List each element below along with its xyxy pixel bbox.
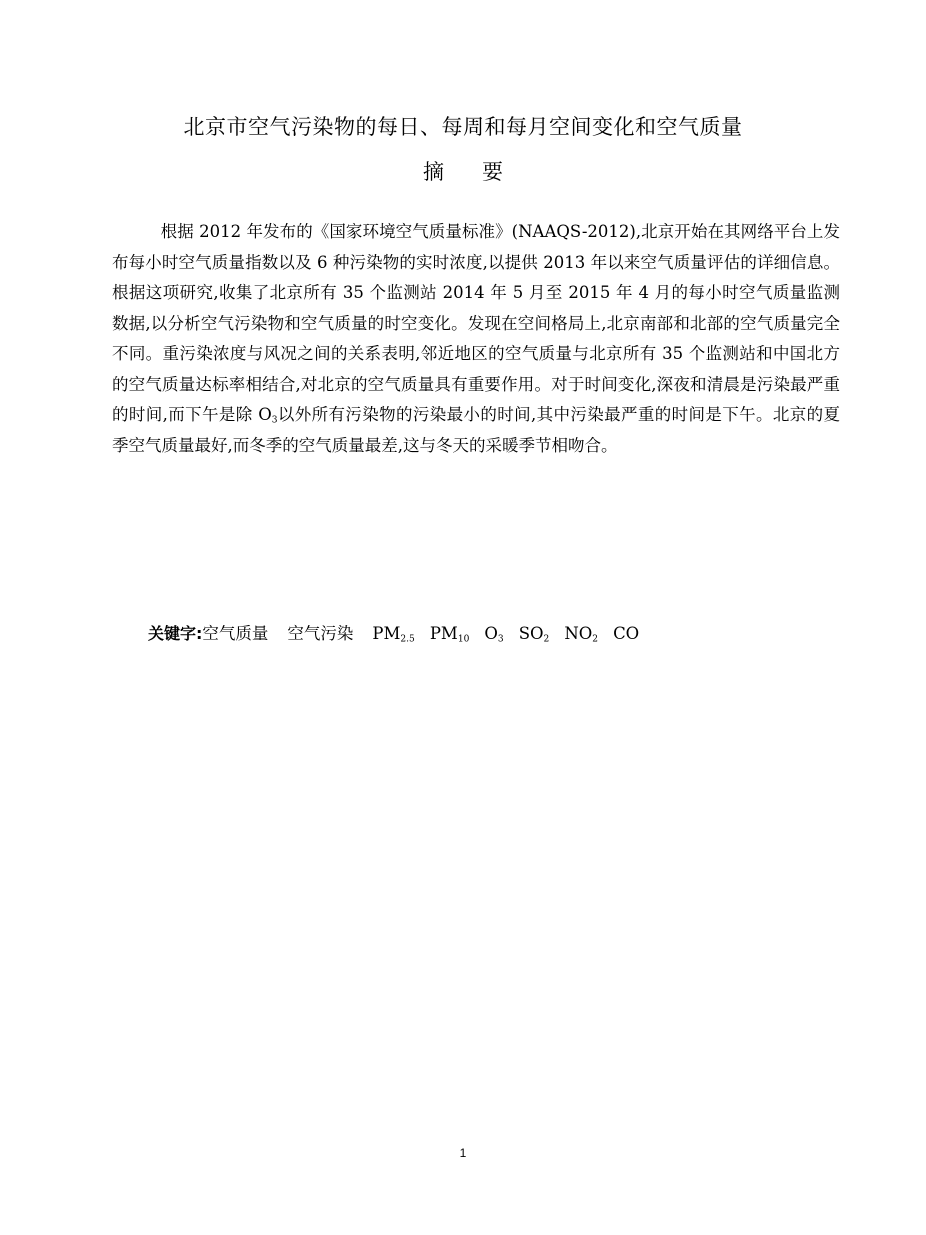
abstract-text: 根据 2012 年发布的《国家环境空气质量标准》(NAAQS-2012),北京开始在其网络平台上发布每小时空气质量指数以及 6 种污染物的实时浓度,以提供 2013 年以来空气质量评估的详细信息。根据这项研究,收集了北京所有 35 个监测站 2014 年 5 月至 2015 年 4 月的每小时空气质量监测数据,以分析空气污染物和空气质量的时空变化。发现在空间格局上,北京南部和北部的空气质量完全不同。重污染浓度与风况之间的关系表明,邻近地区的空气质量与北京所有 35 个监测站和中国北方的空气质量达标率相结合,对北京的空气质量具有重要作用。对于时间变化,深夜和清晨是污染最严重的时间,而下午是除 O xyxy=(112,222,840,424)
abstract-heading-char-1: 摘 xyxy=(423,160,444,184)
abstract-text-tail: 以外所有污染物的污染最小的时间,其中污染最严重的时间是下午。北京的夏季空气质量最好,而冬季的空气质量最差,这与冬天的采暖季节相吻合。 xyxy=(112,405,840,455)
paper-title: 北京市空气污染物的每日、每周和每月空间变化和空气质量 xyxy=(183,115,743,139)
keyword-pm25: $PM_{2.5}$ xyxy=(372,624,415,645)
keyword-air-pollution: 空气污染 xyxy=(287,624,354,643)
keywords-line xyxy=(148,620,639,648)
abstract-heading xyxy=(0,157,926,187)
keyword-o3: $O_3$ xyxy=(484,624,504,645)
keyword-pm10: $PM_{10}$ xyxy=(429,624,470,645)
abstract-heading-char-2: 要 xyxy=(482,160,503,184)
keyword-co: CO xyxy=(613,624,640,643)
keyword-so2: $SO_2$ xyxy=(518,624,550,645)
abstract-paragraph xyxy=(112,217,840,461)
page-number: 1 xyxy=(459,1146,467,1160)
keyword-no2: $NO_2$ xyxy=(564,624,599,645)
keyword-air-quality: 空气质量 xyxy=(202,624,269,643)
abstract-o3-subscript: 3 xyxy=(271,415,278,426)
keywords-label: 关键字: xyxy=(148,624,203,643)
